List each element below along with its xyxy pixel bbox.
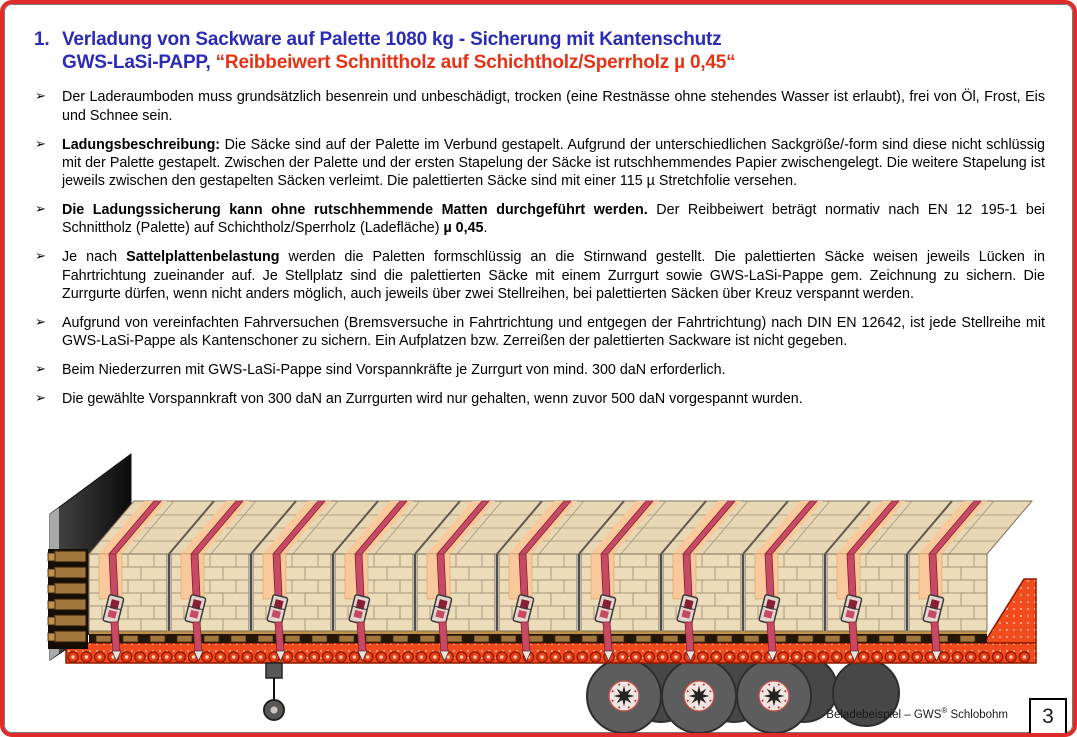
pallet-block <box>474 636 489 643</box>
lashing-strap-lower <box>685 622 694 652</box>
bullet-text: Der Laderaumboden muss grundsätzlich besenrein und unbeschädigt, trocken (eine Restnässe ohne stehendes Wasser ist erlaubt), frei von Öl, Frost, Eis und Schnee sein. <box>62 89 1045 124</box>
pallet-block <box>960 636 975 643</box>
lashing-strap-lower <box>603 622 612 652</box>
pallet-block <box>393 636 408 643</box>
lashing-strap-lower <box>767 622 776 652</box>
bullet-arrow-icon: ➢ <box>35 361 46 377</box>
lashing-strap-upper <box>355 554 364 596</box>
title-line2-product: GWS-LaSi-PAPP, <box>62 52 211 74</box>
bullet-text: Je nach <box>62 249 127 266</box>
pallet-block <box>366 636 381 643</box>
lashing-strap-lower <box>193 622 202 652</box>
pallet-block <box>204 636 219 643</box>
pallet-block <box>879 636 894 643</box>
bullet-item <box>34 390 1045 408</box>
pallet-block <box>177 636 192 643</box>
lashing-strap-upper <box>437 554 446 596</box>
lashing-strap-upper <box>601 554 610 596</box>
pallet-block <box>636 636 651 643</box>
lashing-strap-lower <box>931 622 940 652</box>
pallet-block <box>825 636 840 643</box>
bullet-arrow-icon: ➢ <box>35 135 46 151</box>
bullet-arrow-icon: ➢ <box>35 248 46 264</box>
lashing-strap-upper <box>847 554 856 596</box>
bullet-item <box>34 136 1045 190</box>
pallet-block <box>123 636 138 643</box>
page-number: 3 <box>1042 705 1054 728</box>
bullet-arrow-icon: ➢ <box>35 88 46 104</box>
wheel <box>662 659 736 733</box>
bullet-text: Der Reibbeiwert beträgt normativ nach EN 12 195-1 bei Schnittholz (Palette) auf Schichtholz/Sperrholz (Ladefläche) <box>62 202 1045 237</box>
bullet-text: Die gewählte Vorspannkraft von 300 daN an Zurrgurten wird nur gehalten, wenn zuvor 500 daN vorgespannt wurden. <box>62 391 803 408</box>
bullet-item <box>34 88 1045 124</box>
pallet-block <box>582 636 597 643</box>
pallet-block <box>231 636 246 643</box>
bullet-text: Die Säcke sind auf der Palette im Verbund gestapelt. Aufgrund der unterschiedlichen Sackgröße/-form sind diese nicht schlüssig mit der Palette gestapelt. Zwischen der Palette und der ersten Stapelung der Säcke ist rutschhemmendes Papier zwischengelegt. Die weitere Stapelung ist jeweils zwischen den gestapelten Säcken verleimt. Die palettierten Säcke sind mit einer 115 µ Stretchfolie versehen. <box>62 136 1045 189</box>
pallet-block <box>285 636 300 643</box>
lashing-strap-upper <box>929 554 938 596</box>
deck-top-surface <box>984 579 1036 643</box>
bullet-text: Beim Niederzurren mit GWS-LaSi-Pappe sind Vorspannkräfte je Zurrgurt von mind. 300 daN erforderlich. <box>62 362 726 379</box>
footer-caption <box>826 706 1008 721</box>
lashing-strap-upper <box>191 554 200 596</box>
bullet-list <box>34 88 1045 408</box>
hub-star-icon <box>614 686 635 707</box>
pallet-block <box>501 636 516 643</box>
support-leg <box>264 663 284 720</box>
pallet-block <box>312 636 327 643</box>
bullet-text: µ 0,45 <box>443 220 484 237</box>
lashing-strap-upper <box>683 554 692 596</box>
hub-star-icon <box>689 686 710 707</box>
pallet-block <box>906 636 921 643</box>
bullet-arrow-icon: ➢ <box>35 201 46 217</box>
lashing-strap-lower <box>521 622 530 652</box>
registered-trademark-icon: ® <box>941 706 948 715</box>
title-number: 1. <box>34 29 50 50</box>
lashing-strap-lower <box>439 622 448 652</box>
bullet-text: . <box>483 220 488 237</box>
title-line1: Verladung von Sackware auf Palette 1080 kg - Sicherung mit Kantenschutz <box>62 29 722 50</box>
lashing-strap-upper <box>765 554 774 596</box>
bullet-text: Aufgrund von vereinfachten Fahrversuchen (Bremsversuche in Fahrtrichtung und entgegen der Fahrtrichtung) nach DIN EN 12642, ist jede Stellreihe mit GWS-LaSi-Pappe als Kantenschoner zu sichern. Ein Aufplatzen bzw. Zerreißen der palettierten Sackware ist nicht gegeben. <box>62 314 1045 350</box>
hub-star-icon <box>764 686 785 707</box>
pallet-block <box>555 636 570 643</box>
pallet-block <box>150 636 165 643</box>
pallet-block <box>420 636 435 643</box>
trailer-illustration-wrap <box>4 446 1073 733</box>
pallet-block <box>663 636 678 643</box>
lashing-strap-upper <box>109 554 118 596</box>
spare-pallet-stack <box>48 549 88 649</box>
slide-title <box>34 28 1045 74</box>
bullet-item <box>34 361 1045 379</box>
lashing-strap-upper <box>273 554 282 596</box>
pallet-block <box>717 636 732 643</box>
title-line2-friction: “Reibbeiwert Schnittholz auf Schichtholz/Sperrholz µ 0,45“ <box>215 52 736 74</box>
lashing-strap-lower <box>111 622 120 652</box>
bullet-text: Sattelplattenbelastung <box>126 249 280 266</box>
trailer-illustration <box>4 446 1073 733</box>
pallet-block <box>798 636 813 643</box>
slide-content <box>4 4 1073 409</box>
lashing-strap-lower <box>357 622 366 652</box>
footer-suffix: Schlobohm <box>947 708 1008 721</box>
lashing-strap-upper <box>519 554 528 596</box>
pallet-block <box>339 636 354 643</box>
bullet-text: Die Ladungssicherung kann ohne rutschhemmende Matten durchgeführt werden. <box>62 202 657 219</box>
bullet-item <box>34 314 1045 350</box>
bullet-text: werden die Paletten formschlüssig an die Stirnwand gestellt. Die palettierten Säcke weisen jeweils Lücken in Fahrtrichtung zueinander auf. Je Stellplatz sind die palettierten Säcke mit einem Zurrgurt sowie GWS-LaSi-Pappe gem. Zeichnung zu sichern. Die Zurrgurte dürfen, wenn nicht anders möglich, auch jeweils über zwei Stellreihen, bei palettierten Säcken über Kreuz verspannt werden. <box>62 249 1045 302</box>
pallet-block <box>447 636 462 643</box>
bullet-arrow-icon: ➢ <box>35 313 46 329</box>
bullet-text: Ladungsbeschreibung: <box>62 136 225 153</box>
wheel <box>587 659 661 733</box>
bullet-item <box>34 248 1045 302</box>
bullet-arrow-icon: ➢ <box>35 390 46 406</box>
pallet-block <box>258 636 273 643</box>
pallet-block <box>528 636 543 643</box>
bullet-item <box>34 201 1045 237</box>
footer-prefix: Beladebeispiel – GWS <box>826 708 942 721</box>
lashing-strap-lower <box>275 622 284 652</box>
pallet-block <box>96 636 111 643</box>
page-number-box <box>1029 698 1067 736</box>
wheel <box>737 659 811 733</box>
lashing-strap-lower <box>849 622 858 652</box>
pallet-block <box>744 636 759 643</box>
